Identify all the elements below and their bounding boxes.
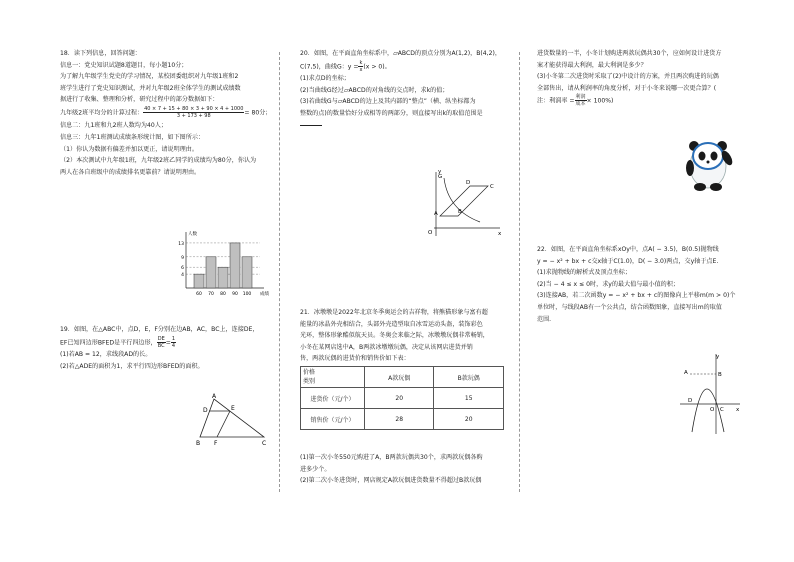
q22-sub3: (3)连接AB，若二次函数y = − x² + bx + c的图像向上平移m(m > 0)个 <box>537 292 736 300</box>
chart-ylabel: 人数 <box>188 232 197 237</box>
q19-fraction-de-bc: $\frac{DE}{BC}$ <box>157 335 165 349</box>
label-y: y <box>716 354 720 360</box>
q21-cont-line3: (3)小冬第二次进货时采取了(2)中设计的方案，并且两次购进的玩偶 <box>537 73 719 81</box>
table-cell: 20 <box>434 409 504 430</box>
label-e: E <box>231 405 235 412</box>
label-a: A <box>434 211 438 217</box>
q20-sub2: (2)当曲线G经过▱ABCD的对角线的交点时，求k的值； <box>300 86 449 94</box>
table-cell: 28 <box>365 409 434 430</box>
q19-line1: 19．如图，在△ABC中，点D，E，F分别在边AB，AC，BC上，连接DE， <box>60 326 259 333</box>
label-b: B <box>196 440 201 447</box>
chart-bar <box>194 274 204 288</box>
table-row-label: 进货价（元/个） <box>301 388 365 409</box>
q21-line4: 小冬在某网店选中A，B两款冰墩墩玩偶，决定从该网店进货并销 <box>300 343 473 351</box>
q18-para2: 班学生进行了党史知识测试，并对九年级2班全体学生的测试成绩数 <box>60 84 241 92</box>
label-d: D <box>688 398 693 404</box>
chart-bar <box>218 267 228 288</box>
q20-sub4: 整数的点)的数量恰好分成相等的两部分，则直接写出k的取值范围是 <box>300 109 483 117</box>
q18-para1: 为了解九年级学生党史的学习情况，某校团委组织对九年级1班和2 <box>60 73 239 81</box>
q22-parabola-figure <box>676 352 742 436</box>
q18-bar-chart <box>172 228 272 300</box>
q21-line2: 能量的冰晶外壳相结合，头部外壳造型取自冰雪运动头盔，装饰彩色 <box>300 320 483 328</box>
label-x: x <box>498 231 502 237</box>
label-b: B <box>718 372 722 378</box>
label-o: O <box>710 407 715 413</box>
chart-xtick-label: 100 <box>242 292 252 297</box>
q22-line1: 22．如图，在平面直角坐标系xOy中，点A( − 3.5)，B(0.5)抛物线 <box>537 246 719 253</box>
label-x: x <box>736 407 740 413</box>
table-row <box>301 409 504 430</box>
chart-bar <box>230 243 240 288</box>
table-row <box>301 388 504 409</box>
chart-xtick-label: 70 <box>208 292 214 297</box>
q21-block <box>300 307 515 365</box>
q21-line3: 光环，整体形象酷似航天员。冬奥会来临之际，冰墩墩玩偶非常畅销， <box>300 332 489 340</box>
q22-line2: y = − x² + bx + c交x轴于C(1.0)，D( − 3.0)两点，交y轴于点E. <box>537 257 719 265</box>
q18-para3: 据进行了收集、整理和分析，研究过程中的部分数据如下： <box>60 96 219 104</box>
chart-ytick-label: 13 <box>178 241 184 247</box>
table-header-row <box>301 367 504 388</box>
label-o: O <box>428 230 433 236</box>
q18-formula-fraction: $\frac{40 \times 7 + 15 + 80 \times 3 + 90 \times 4 + 1000}{3 + 173 + 98}$ <box>144 105 244 119</box>
table-col-b: B款玩偶 <box>434 367 504 388</box>
q22-block <box>537 244 742 325</box>
q20-sub3: (3)若曲线G与▱ABCD的边上及其内部的“整点”（横、纵坐标都为 <box>300 98 476 106</box>
label-c: C <box>720 407 724 413</box>
chart-xtick-label: 60 <box>196 292 202 297</box>
q18-sub2: （2）本次测试中九年级1班，九年级2班乙同学的成绩均为80分，你认为 <box>60 157 257 165</box>
q21-line5: 售，两款玩偶的进货价和销售价如下表： <box>300 355 410 363</box>
q18-info3: 信息三：九年1班测试成绩条形统计图，如下图所示： <box>60 134 205 142</box>
q21-sub2: (2)第二次小冬进货时，网店规定A款玩偶进货数量不得超过B款玩偶 <box>300 477 482 485</box>
table-cell: 20 <box>365 388 434 409</box>
label-d: D <box>466 180 471 186</box>
q21-cont-line2: 案才能获得最大利润，最大利润是多少？ <box>537 61 647 69</box>
label-a: A <box>212 393 217 400</box>
chart-xtick-label: 80 <box>220 292 226 297</box>
label-f: F <box>214 440 218 447</box>
chart-bar <box>242 257 252 288</box>
label-g: G <box>438 174 443 180</box>
q22-sub5: 范围. <box>537 315 552 323</box>
chart-ytick-label: 6 <box>181 266 184 272</box>
q22-sub2: (2)当 − 4 ≤ x ≤ 0时，求y的最大值与最小值的积； <box>537 280 679 288</box>
q18-info2: 信息二：九1班和九2班人数均为40人； <box>60 122 167 130</box>
chart-ytick-label: 9 <box>181 255 184 261</box>
q19-fraction-1-4: $\frac{1}{4}$ <box>171 335 176 349</box>
q21-cont-line5: 注：利润率 = $\frac{\text{利润}}{\text{成本}}$ × 100%) <box>537 94 614 108</box>
column-divider-2 <box>519 52 520 492</box>
q19-line4: (2)若△ADE的面积为1，求平行四边形BFED的面积。 <box>60 362 204 370</box>
chart-bar <box>206 257 216 288</box>
label-c: C <box>262 440 267 447</box>
table-corner-cell: 价格 类别 <box>301 367 365 388</box>
q20-fraction-k-x: $\frac{k}{x}$ <box>359 59 363 73</box>
q20-parallelogram-figure <box>420 168 505 240</box>
q21-sub1b: 进多少个。 <box>300 465 331 473</box>
column-3 <box>537 48 742 108</box>
column-2 <box>300 48 515 131</box>
table-cell: 15 <box>434 388 504 409</box>
q18-formula: 九年级2班平均分的计算过程： $\frac{40 \times 7 + 15 + 80 \times 3 + 90 \times 4 + 1000}{3 + 173 + 98}$ = 80分； <box>60 105 272 119</box>
q21-line1: 21．冰墩墩是2022年北京冬季奥运会的吉祥物，将熊猫形象与富有超 <box>300 309 488 316</box>
q19-triangle-figure <box>192 393 272 448</box>
chart-xtick-label: 90 <box>232 292 238 297</box>
chart-xlabel: 成绩 <box>260 292 269 297</box>
bing-dwen-dwen-mascot-image <box>680 134 736 192</box>
label-c: C <box>490 184 494 190</box>
q18-sub1: （1）你认为数据有偏差并加以更正，请说明理由。 <box>60 145 198 153</box>
label-b: B <box>458 209 462 215</box>
profit-rate-fraction: $\frac{\text{利润}}{\text{成本}}$ <box>575 94 586 108</box>
q18-sub3: 两人在各自班级中的成绩排名更靠前？请说明理由。 <box>60 168 201 176</box>
chart-ytick-label: 4 <box>181 273 184 279</box>
q20-sub1: (1)求点D的坐标； <box>300 75 350 83</box>
q21-price-table <box>300 366 504 430</box>
q19-line3: (1)若AB = 12，求线段AD的长。 <box>60 351 152 359</box>
q21-cont-line4: 全部售出，请从利润率的角度分析，对于小冬来说哪一次更合算？( <box>537 84 717 92</box>
q20-answer-blank <box>300 119 515 131</box>
table-col-a: A款玩偶 <box>365 367 434 388</box>
q22-sub1: (1)求抛物线的解析式及顶点坐标； <box>537 269 631 277</box>
q18-title: 18．读下列信息，回答问题： <box>60 50 141 57</box>
q19-line2: EF已知四边形BFED是平行四边形， $\frac{DE}{BC}$ = $\frac{1}{4}$ <box>60 335 176 349</box>
label-y: y <box>438 169 442 175</box>
segment-ef <box>217 411 230 437</box>
q21-cont-line1: 进货数量的一半，小冬计划购进两款玩偶共30个，应如何设计进货方 <box>537 50 722 57</box>
q19-block <box>60 324 275 372</box>
table-row-label: 销售价（元/个） <box>301 409 365 430</box>
label-d: D <box>203 407 208 414</box>
q22-sub4: 单位时，与线段AB有一个公共点，结合函数图象，直接写出m的取值 <box>537 303 722 311</box>
q20-line1: 20．如图，在平面直角坐标系中，▱ABCD的顶点分别为A(1,2)，B(4,2)， <box>300 50 501 57</box>
q21-subquestions <box>300 452 515 487</box>
q20-line2: C(7,5)，曲线G：y = $\frac{k}{x}$ (x > 0)。 <box>300 59 391 73</box>
label-a: A <box>684 370 688 376</box>
curve-g <box>444 178 480 222</box>
column-divider-1 <box>279 52 280 492</box>
q18-info1: 信息一：党史知识试题8道题目，每小题10分； <box>60 61 188 69</box>
q21-sub1: (1)第一次小冬550元购进了A，B两款玩偶共30个，求两款玩偶各购 <box>300 454 483 461</box>
column-1 <box>60 48 275 178</box>
